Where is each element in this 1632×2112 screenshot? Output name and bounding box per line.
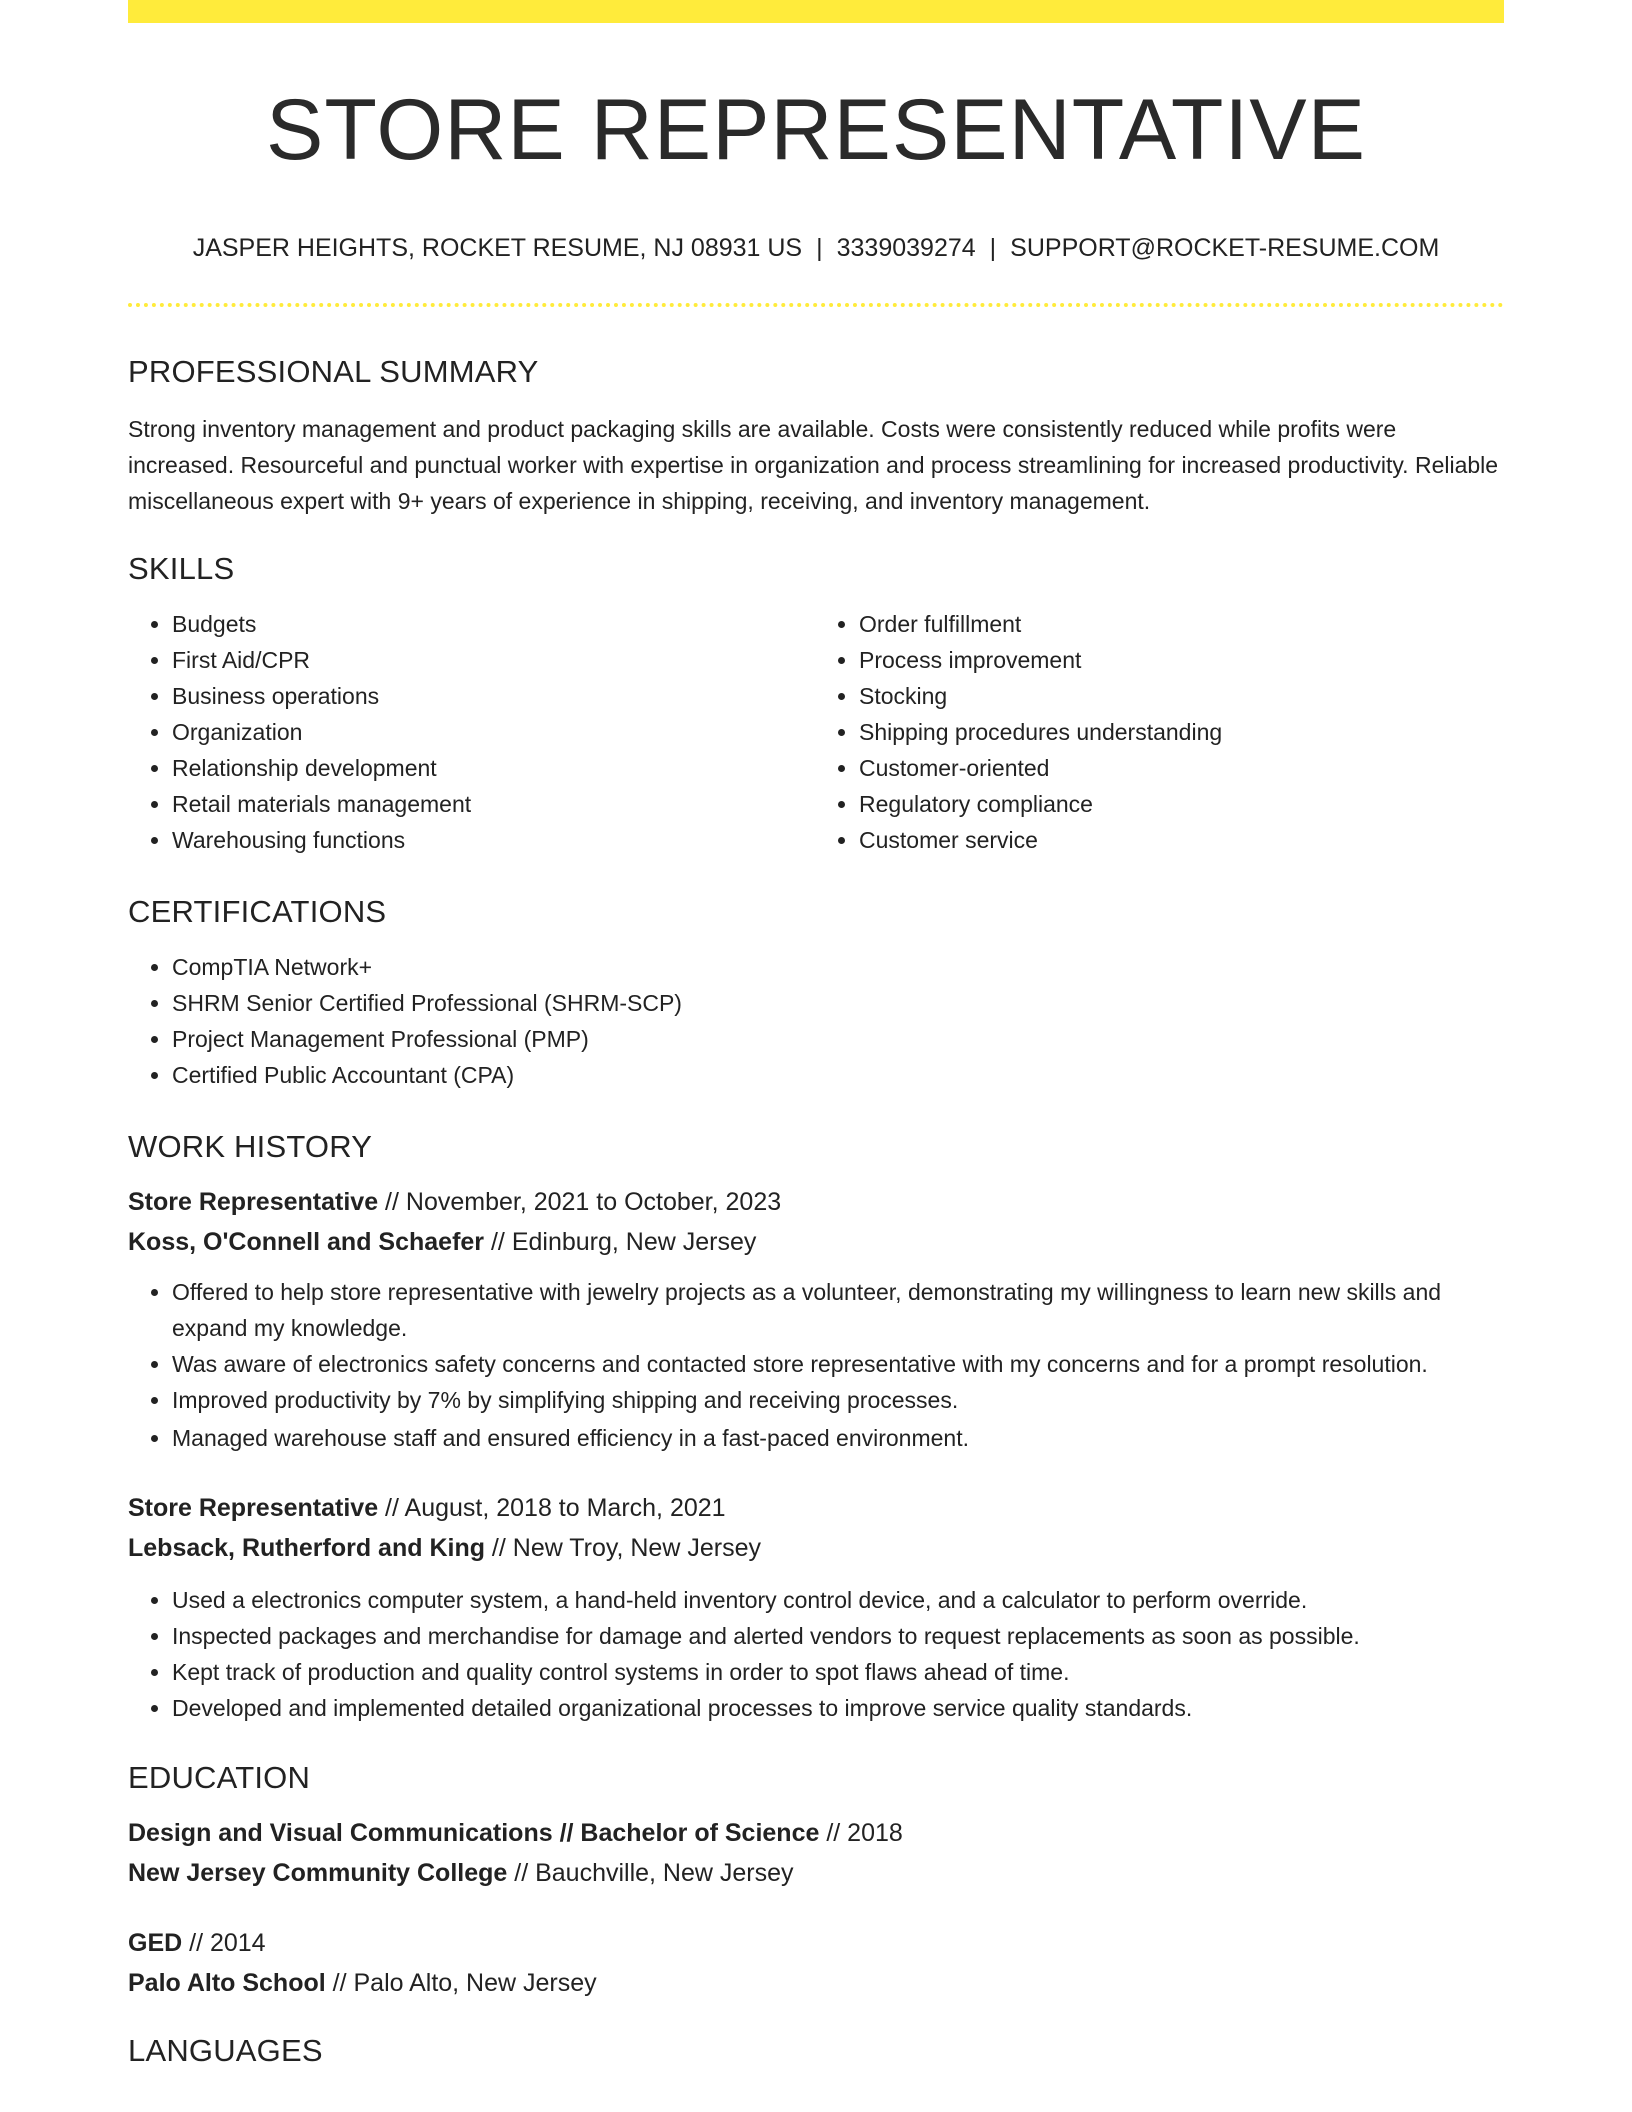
- job-company: Koss, O'Connell and Schaefer: [128, 1227, 485, 1256]
- list-item: • Customer service: [859, 822, 1504, 858]
- school: Palo Alto School: [128, 1968, 326, 1997]
- education-entry: [128, 1923, 1504, 2003]
- job-bullets: [128, 1274, 1504, 1456]
- list-item: • Used a electronics computer system, a hand-held inventory control device, and a calculator to perform override.: [172, 1582, 1504, 1618]
- list-item: • Managed warehouse staff and ensured efficiency in a fast-paced environment.: [172, 1420, 1504, 1456]
- school: New Jersey Community College: [128, 1858, 508, 1887]
- list-item: • Business operations: [172, 678, 817, 714]
- list-item: • Certified Public Accountant (CPA): [172, 1057, 1504, 1093]
- page-title: STORE REPRESENTATIVE: [266, 82, 1366, 178]
- school-line: [128, 1963, 1504, 2003]
- list-item: • Retail materials management: [172, 786, 817, 822]
- skills-list-right: [815, 606, 1504, 858]
- list-item: • SHRM Senior Certified Professional (SHRM-SCP): [172, 985, 1504, 1021]
- section-heading-education: EDUCATION: [128, 1759, 311, 1795]
- list-item: • Kept track of production and quality control systems in order to spot flaws ahead of time.: [172, 1654, 1504, 1690]
- job-company: Lebsack, Rutherford and King: [128, 1533, 485, 1562]
- accent-bar: [128, 0, 1504, 23]
- education-entry: [128, 1813, 1504, 1893]
- school-line: [128, 1853, 1504, 1893]
- list-item: • Organization: [172, 714, 817, 750]
- list-item: • Relationship development: [172, 750, 817, 786]
- phone: 3339039274: [836, 233, 976, 262]
- degree-year: // 2014: [182, 1928, 266, 1957]
- dotted-divider: [128, 303, 1504, 307]
- list-item: • Process improvement: [859, 642, 1504, 678]
- degree: Design and Visual Communications // Bachelor of Science: [128, 1818, 820, 1847]
- degree-line: [128, 1813, 1504, 1853]
- list-item: • Developed and implemented detailed organizational processes to improve service quality standards.: [172, 1690, 1504, 1726]
- degree-year: // 2018: [819, 1818, 903, 1847]
- job-entry: [128, 1182, 1504, 1456]
- separator: |: [989, 233, 997, 262]
- list-item: • Improved productivity by 7% by simplifying shipping and receiving processes.: [172, 1382, 1504, 1418]
- skills-columns: [128, 606, 1504, 858]
- separator: |: [816, 233, 823, 262]
- contact-line: [128, 233, 1504, 262]
- list-item: • First Aid/CPR: [172, 642, 817, 678]
- list-item: • CompTIA Network+: [172, 949, 1504, 985]
- list-item: • Budgets: [172, 606, 817, 642]
- job-title-line: [128, 1488, 1504, 1528]
- job-title: Store Representative: [128, 1493, 379, 1522]
- section-heading-work: WORK HISTORY: [128, 1128, 373, 1164]
- degree: GED: [128, 1928, 183, 1957]
- job-company-line: [128, 1222, 1504, 1262]
- school-location: // Bauchville, New Jersey: [507, 1858, 794, 1887]
- skills-list-left: [128, 606, 817, 858]
- job-bullets: [128, 1582, 1504, 1726]
- address: JASPER HEIGHTS, ROCKET RESUME, NJ 08931 US: [192, 233, 803, 262]
- resume-page: [128, 0, 1504, 2066]
- summary-text: Strong inventory management and product packaging skills are available. Costs were consistently reduced while profits were increased. Resourceful and punctual worker with expertise in organization and process streamlining for increased productivity. Reliable miscellaneous expert with 9+ years of experience in shipping, receiving, and inventory management.: [128, 415, 1499, 514]
- job-title: Store Representative: [128, 1187, 379, 1216]
- list-item: • Customer-oriented: [859, 750, 1504, 786]
- section-heading-summary: PROFESSIONAL SUMMARY: [128, 353, 539, 389]
- job-company-line: [128, 1528, 1504, 1568]
- school-location: // Palo Alto, New Jersey: [325, 1968, 597, 1997]
- list-item: • Regulatory compliance: [859, 786, 1504, 822]
- job-location: // Edinburg, New Jersey: [484, 1227, 757, 1256]
- list-item: • Inspected packages and merchandise for damage and alerted vendors to request replacements as soon as possible.: [172, 1618, 1504, 1654]
- job-location: // New Troy, New Jersey: [484, 1533, 761, 1562]
- degree-line: [128, 1923, 1504, 1963]
- email-link[interactable]: SUPPORT@ROCKET-RESUME.COM: [1010, 233, 1440, 262]
- job-entry: [128, 1488, 1504, 1726]
- job-dates: // August, 2018 to March, 2021: [378, 1493, 726, 1522]
- job-title-line: [128, 1182, 1504, 1222]
- list-item: • Shipping procedures understanding: [859, 714, 1504, 750]
- section-heading-languages: LANGUAGES: [128, 2032, 323, 2068]
- certifications-list: [128, 949, 1504, 1093]
- list-item: • Warehousing functions: [172, 822, 817, 858]
- section-heading-certifications: CERTIFICATIONS: [128, 893, 387, 929]
- list-item: • Was aware of electronics safety concerns and contacted store representative with my concerns and for a prompt resolution.: [172, 1346, 1504, 1382]
- list-item: • Offered to help store representative with jewelry projects as a volunteer, demonstrating my willingness to learn new skills and expand my knowledge.: [172, 1274, 1504, 1346]
- job-dates: // November, 2021 to October, 2023: [378, 1187, 782, 1216]
- list-item: • Order fulfillment: [859, 606, 1504, 642]
- list-item: • Stocking: [859, 678, 1504, 714]
- list-item: • Project Management Professional (PMP): [172, 1021, 1504, 1057]
- section-heading-skills: SKILLS: [128, 550, 235, 586]
